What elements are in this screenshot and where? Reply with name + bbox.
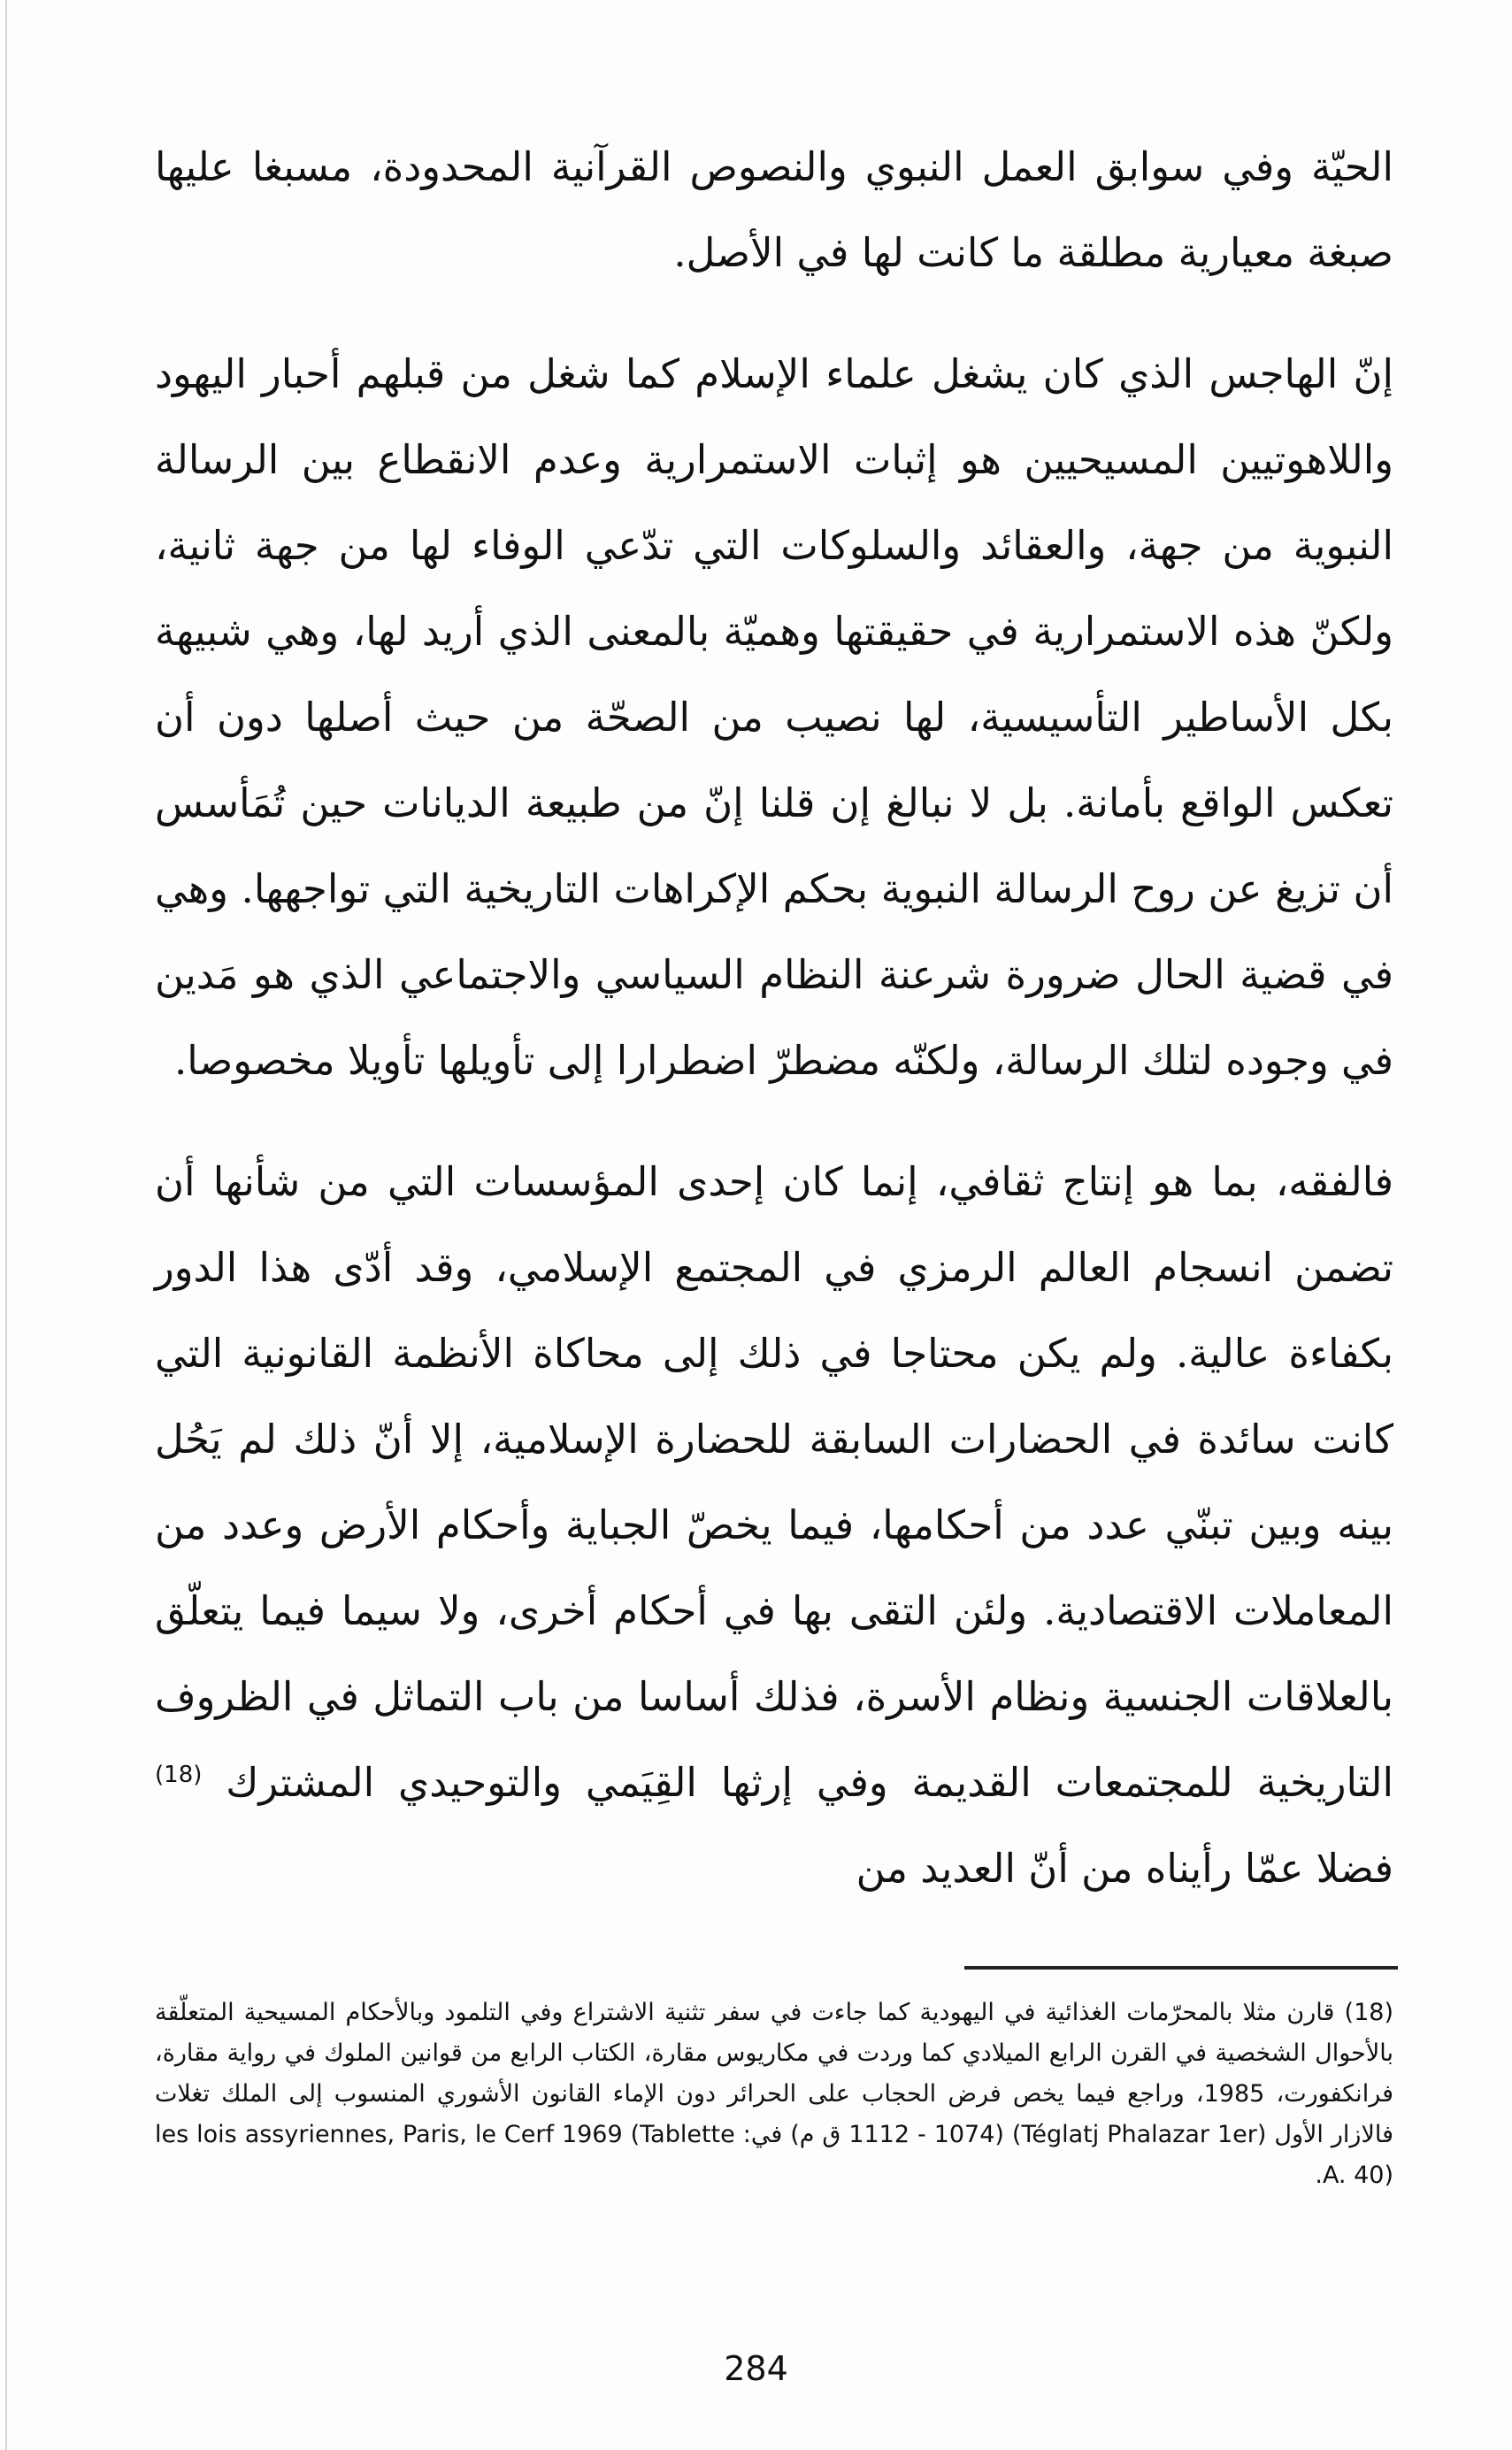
page-number: 284 [724,2349,788,2388]
main-text [155,124,1393,1911]
footnote-18: (18) قارن مثلا بالمحرّمات الغذائية في اليهودية كما جاءت في سفر تثنية الاشتراع وفي التلمود وبالأحكام المسيحية المتعلّقة بالأحوال الشخصية في القرن الرابع الميلادي كما وردت في مكاريوس مقارة، الكتاب الرابع من قوانين الملوك في رواية مقارة، فرانكفورت، 1985، وراجع فيما يخص فرض الحجاب على الحرائر دون الإماء القانون الأشوري المنسوب إلى الملك تغلات فالازار الأول (Téglatj Phalazar 1er) (1112 - 1074 ق م) في: les lois assyriennes, Paris, le Cerf 1969 (Tablette A. 40). [155,1999,1393,2189]
paragraph-2: إنّ الهاجس الذي كان يشغل علماء الإسلام كما شغل من قبلهم أحبار اليهود واللاهوتيين المسيحيين هو إثبات الاستمرارية وعدم الانقطاع بين الرسالة النبوية من جهة، والعقائد والسلوكات التي تدّعي الوفاء لها من جهة ثانية، ولكنّ هذه الاستمرارية في حقيقتها وهميّة بالمعنى الذي أريد لها، وهي شبيهة بكل الأساطير التأسيسية، لها نصيب من الصحّة من حيث أصلها دون أن تعكس الواقع بأمانة. بل لا نبالغ إن قلنا إنّ من طبيعة الديانات حين تُمَأسس أن تزيغ عن روح الرسالة النبوية بحكم الإكراهات التاريخية التي تواجهها. وهي في قضية الحال ضرورة شرعنة النظام السياسي والاجتماعي الذي هو مَدين في وجوده لتلك الرسالة، ولكنّه مضطرّ اضطرارا إلى تأويلها تأويلا مخصوصا. [155,350,1393,1084]
footnote-reference: (18) [155,1762,203,1788]
footnote-separator [964,1966,1398,1970]
paragraph-1: الحيّة وفي سوابق العمل النبوي والنصوص القرآنية المحدودة، مسبغا عليها صبغة معيارية مطلقة ما كانت لها في الأصل. [155,143,1393,276]
paragraph-3-continuation: فضلا عمّا رأيناه من أنّ العديد من [856,1845,1393,1892]
paragraph-3-text: فالفقه، بما هو إنتاج ثقافي، إنما كان إحدى المؤسسات التي من شأنها أن تضمن انسجام العالم الرمزي في المجتمع الإسلامي، وقد أدّى هذا الدور بكفاءة عالية. ولم يكن محتاجا في ذلك إلى محاكاة الأنظمة القانونية التي كانت سائدة في الحضارات السابقة للحضارة الإسلامية، إلا أنّ ذلك لم يَحُل بينه وبين تبنّي عدد من أحكامها، فيما يخصّ الجباية وأحكام الأرض وعدد من المعاملات الاقتصادية. ولئن التقى بها في أحكام أخرى، ولا سيما فيما يتعلّق بالعلاقات الجنسية ونظام الأسرة، فذلك أساسا من باب التماثل في الظروف التاريخية للمجتمعات القديمة وفي إرثها القِيَمي والتوحيدي المشترك [155,1158,1393,1806]
page-edge [5,0,7,2450]
paragraph-3 [155,1139,1393,1911]
